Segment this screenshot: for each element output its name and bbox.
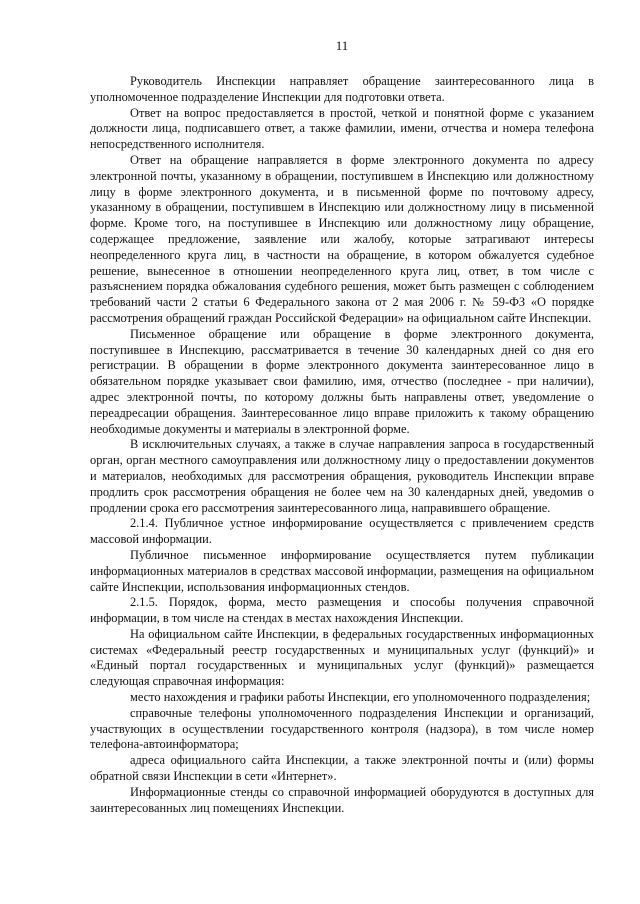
paragraph-phones: справочные телефоны уполномоченного подразделения Инспекции и организаций, участвующих в осуществлении государственного контроля (надзора), в том числе номер телефона-автоинформатора; xyxy=(90,705,594,752)
paragraph-info-stands: Информационные стенды со справочной информацией оборудуются в доступных для заинтересованных лиц помещениях Инспекции. xyxy=(90,784,594,815)
paragraph-website-email: адреса официального сайта Инспекции, а также электронной почты и (или) формы обратной связи Инспекции в сети «Интернет». xyxy=(90,753,594,784)
paragraph-answer-form: Ответ на вопрос предоставляется в простой, четкой и понятной форме с указанием должности лица, подписавшего ответ, а также фамилии, имени, отчества и номера телефона непосредственного исполнителя. xyxy=(90,105,594,152)
paragraph-oral-informing: 2.1.4. Публичное устное информирование осуществляется с привлечением средств массовой информации. xyxy=(90,516,594,547)
paragraph-written-informing: Публичное письменное информирование осуществляется путем публикации информационных материалов в средствах массовой информации, размещения на официальном сайте Инспекции, использования информационных стендов. xyxy=(90,547,594,594)
paragraph-reference-info-placement: На официальном сайте Инспекции, в федеральных государственных информационных системах «Федеральный реестр государственных и муниципальных услуг (функций)» и «Единый портал государственных и муниципальных услуг (функций)» размещается следующая справочная информация: xyxy=(90,626,594,689)
paragraph-review-period: Письменное обращение или обращение в форме электронного документа, поступившее в Инспекцию, рассматривается в течение 30 календарных дней со дня его регистрации. В обращении в форме электронного документа заинтересованное лицо в обязательном порядке указывает свои фамилию, имя, отчество (последнее - при наличии), адрес электронной почты, по которому должны быть направлены ответ, уведомление о переадресации обращения. Заинтересованное лицо вправе приложить к такому обращению необходимые документы и материалы в электронной форме. xyxy=(90,326,594,436)
paragraph-reference-info-order: 2.1.5. Порядок, форма, место размещения и способы получения справочной информации, в том числе на стендах в местах нахождения Инспекции. xyxy=(90,595,594,626)
paragraph-extension: В исключительных случаях, а также в случае направления запроса в государственный орган, орган местного самоуправления или должностному лицу о предоставлении документов и материалов, необходимых для рассмотрения обращения, руководитель Инспекции вправе продлить срок рассмотрения обращения не более чем на 30 календарных дней, уведомив о продлении срока его рассмотрения заинтересованного лица, направившего обращение. xyxy=(90,437,594,515)
paragraph-forwarding: Руководитель Инспекции направляет обращение заинтересованного лица в уполномоченное подразделение Инспекции для подготовки ответа. xyxy=(90,74,594,104)
paragraph-location-schedule: место нахождения и графики работы Инспекции, его уполномоченного подразделения; xyxy=(130,690,591,705)
paragraph-answer-delivery: Ответ на обращение направляется в форме электронного документа по адресу электронной почты, указанному в обращении, поступившем в Инспекцию или должностному лицу в форме электронного документа, и в письменной форме по почтовому адресу, указанному в обращении, поступившем в Инспекцию или должностному лицу в письменной форме. Кроме того, на поступившее в Инспекцию или должностному лицу обращение, содержащее предложение, заявление или жалобу, которые затрагивают интересы неопределенного круга лиц, в частности на обращение, в котором обжалуется судебное решение, вынесенное в отношении неопределенного круга лиц, ответ, в том числе с разъяснением порядка обжалования судебного решения, может быть размещен с соблюдением требований части 2 статьи 6 Федерального закона от 2 мая 2006 г. № 59-ФЗ «О порядке рассмотрения обращений граждан Российской Федерации» на официальном сайте Инспекции. xyxy=(90,152,594,325)
page-number: 11 xyxy=(335,38,349,53)
